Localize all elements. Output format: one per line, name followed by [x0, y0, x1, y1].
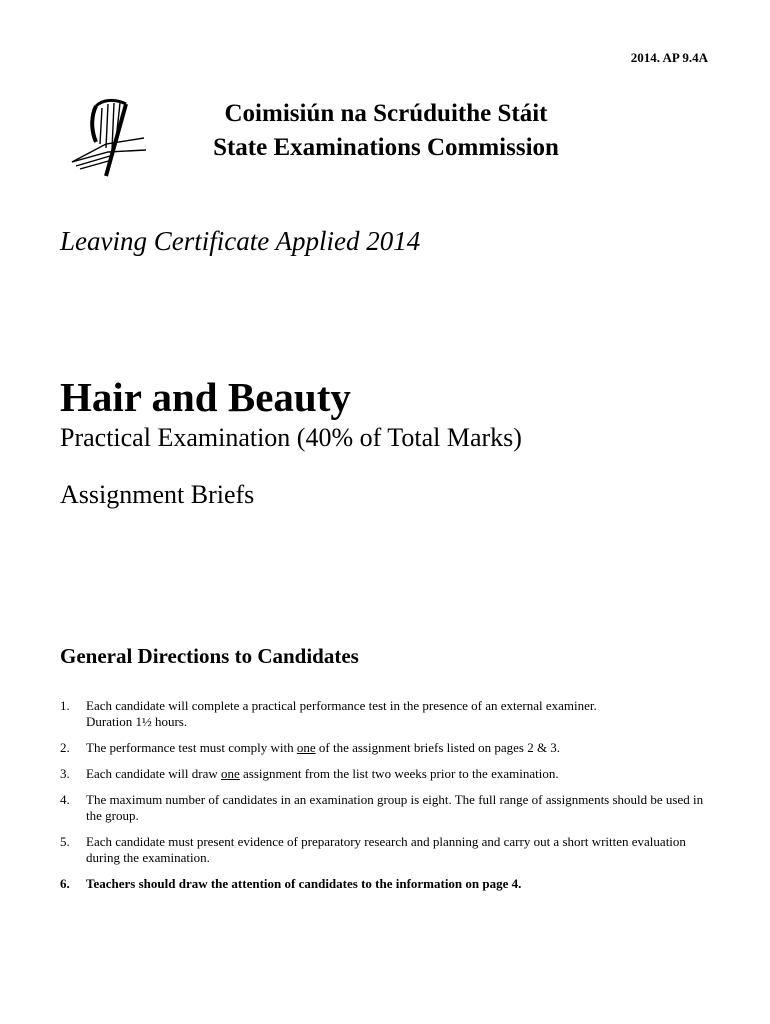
directions-heading: General Directions to Candidates [60, 644, 359, 668]
commission-name-irish: Coimisiún na Scrúduithe Stáit [224, 100, 548, 127]
subject-title: Hair and Beauty [60, 374, 351, 420]
commission-name-english: State Examinations Commission [213, 134, 559, 161]
harp-book-logo-icon [66, 92, 152, 178]
directions-list [60, 698, 710, 902]
list-item: 2. The performance test must comply with one of the assignment briefs listed on pages 2 & 3. [60, 740, 561, 755]
list-item: 6. Teachers should draw the attention of candidates to the information on page 4. [60, 876, 522, 891]
list-item: 3. Each candidate will draw one assignment from the list two weeks prior to the examination. [60, 766, 559, 781]
commission-header [160, 97, 612, 165]
assignment-briefs-label: Assignment Briefs [60, 480, 255, 509]
exam-subtitle: Practical Examination (40% of Total Marks) [60, 423, 522, 452]
list-item: 1. Each candidate will complete a practical performance test in the presence of an external examiner. Duration 1½ hours. [60, 698, 597, 729]
list-item: 5. Each candidate must present evidence of preparatory research and planning and carry out a short written evaluation during the examination. [60, 834, 686, 865]
list-item: 4. The maximum number of candidates in an examination group is eight. The full range of assignments should be used in the group. [60, 792, 704, 823]
document-code: 2014. AP 9.4A [630, 50, 708, 65]
certificate-title: Leaving Certificate Applied 2014 [60, 226, 421, 256]
